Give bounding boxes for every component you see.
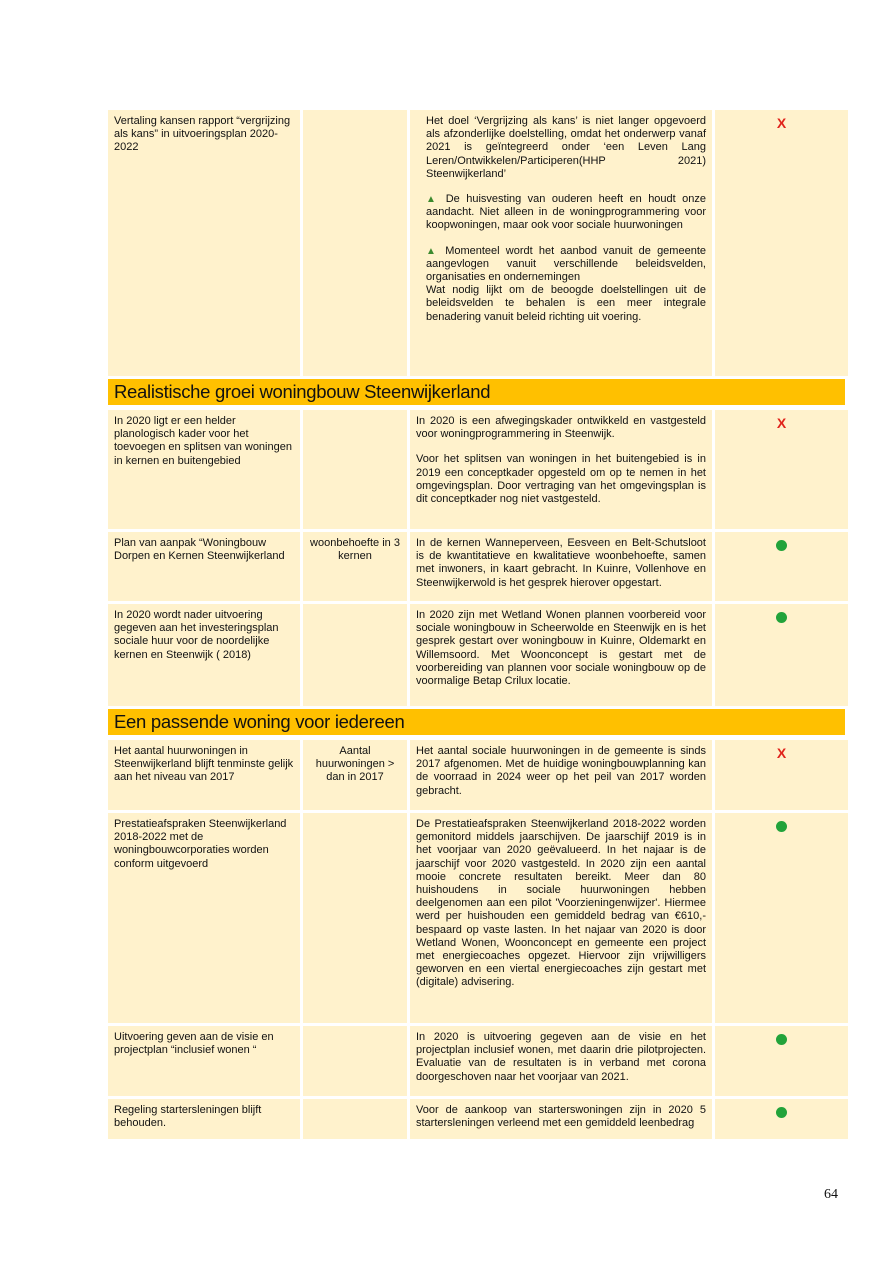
goal-cell: Het aantal huurwoningen in Steenwijkerland blijft tenminste gelijk aan het niveau van 2017	[108, 740, 300, 810]
table-row	[108, 532, 845, 601]
indicator-cell	[303, 604, 407, 706]
result-paragraph: Voor het splitsen van woningen in het buitengebied is in 2019 een conceptkader opgesteld om op te nemen in het omgevingsplan. Door vertraging van het omgevingsplan is dit conceptkader nog niet vastgesteld.	[416, 453, 706, 506]
goal-cell: Uitvoering geven aan de visie en projectplan “inclusief wonen “	[108, 1026, 300, 1096]
goal-cell: Plan van aanpak “Woningbouw Dorpen en Kernen Steenwijkerland	[108, 532, 300, 601]
green-dot-icon	[776, 1107, 787, 1118]
document-table	[108, 110, 845, 1142]
result-cell: Het aantal sociale huurwoningen in de gemeente is sinds 2017 afgenomen. Met de huidige woningbouwplanning kan de voorraad in 2024 weer op het peil van 2017 worden gebracht.	[410, 740, 712, 810]
goal-cell: In 2020 wordt nader uitvoering gegeven aan het investeringsplan sociale huur voor de noordelijke kernen en Steenwijk ( 2018)	[108, 604, 300, 706]
status-cell	[715, 813, 848, 1023]
result-paragraph: In 2020 is een afwegingskader ontwikkeld en vastgesteld voor woningprogrammering in Steenwijk.	[416, 415, 706, 441]
result-paragraph: ▲ De huisvesting van ouderen heeft en houdt onze aandacht. Niet alleen in de woningprogrammering voor koopwoningen, maar ook voor sociale huurwoningen	[426, 193, 707, 232]
status-cell	[715, 532, 848, 601]
result-paragraph: ▲ Momenteel wordt het aanbod vanuit de gemeente aangevlogen vanuit verschillende beleidsvelden, organisaties en ondernemingen	[426, 244, 706, 284]
table-row	[108, 604, 845, 706]
goal-cell: Regeling startersleningen blijft behouden.	[108, 1099, 300, 1139]
indicator-cell	[303, 1099, 407, 1139]
indicator-cell	[303, 110, 407, 376]
table-row	[108, 740, 845, 810]
status-cell	[715, 110, 848, 376]
indicator-cell: Aantal huurwoningen > dan in 2017	[303, 740, 407, 810]
section-header: Een passende woning voor iedereen	[108, 709, 845, 735]
green-dot-icon	[776, 612, 787, 623]
x-icon: X	[776, 745, 787, 761]
table-row	[108, 1026, 845, 1096]
goal-cell: Prestatieafspraken Steenwijkerland 2018-2022 met de woningbouwcorporaties worden conform uitgevoerd	[108, 813, 300, 1023]
result-cell: De Prestatieafspraken Steenwijkerland 2018-2022 worden gemonitord middels jaarschijven. De jaarschijf 2019 is in het voorjaar van 2020 geëvalueerd. In het najaar is de jaarschijf voor 2020 vastgesteld. In 2020 zijn een aantal mooie concrete resultaten bereikt. Meer dan 80 huishoudens in sociale huurwoningen hebben deelgenomen aan een pilot 'Voorzieningenwijzer'. Hiermee werd per huishouden een gemiddeld bedrag van €610,- bespaard op vaste lasten. In het najaar van 2020 is door Wetland Wonen, Woonconcept en gemeente een project met energiecoaches opgezet. Hiervoor zijn vrijwilligers geworven en een viertal energiecoaches zijn gestart met (digitale) advisering.	[410, 813, 712, 1023]
section-header: Realistische groei woningbouw Steenwijkerland	[108, 379, 845, 405]
result-cell: In 2020 is uitvoering gegeven aan de visie en het projectplan inclusief wonen, met daarin drie pilotprojecten. Evaluatie van de resultaten is in verband met corona doorgeschoven naar het voorjaar van 2021.	[410, 1026, 712, 1096]
result-cell	[410, 410, 712, 529]
result-paragraph: Wat nodig lijkt om de beoogde doelstellingen uit de beleidsvelden te behalen is een meer integrale benadering vanuit beleid richting uit voering.	[426, 284, 706, 323]
result-cell: In de kernen Wanneperveen, Eesveen en Belt-Schutsloot is de kwantitatieve en kwalitatieve woonbehoefte, samen met inwoners, in kaart gebracht. In Kuinre, Vollenhove en Steenwijkerwold is het gesprek hierover opgestart.	[410, 532, 712, 601]
indicator-cell	[303, 1026, 407, 1096]
table-row	[108, 813, 845, 1023]
table-row	[108, 110, 845, 376]
status-cell	[715, 1026, 848, 1096]
indicator-cell	[303, 410, 407, 529]
status-cell	[715, 1099, 848, 1139]
result-cell: Voor de aankoop van starterswoningen zijn in 2020 5 startersleningen verleend met een gemiddeld leenbedrag	[410, 1099, 712, 1139]
status-cell	[715, 410, 848, 529]
page-number: 64	[824, 1187, 838, 1202]
result-paragraph: Het doel ‘Vergrijzing als kans’ is niet langer opgevoerd als afzonderlijke doelstelling, omdat het onderwerp vanaf 2021 is geïntegreerd onder ‘een Leven Lang Leren/Ontwikkelen/Participeren(HHP 2021) Steenwijkerland’	[426, 115, 706, 180]
x-icon: X	[776, 415, 787, 431]
status-cell	[715, 740, 848, 810]
table-row	[108, 1099, 845, 1139]
green-dot-icon	[776, 1034, 787, 1045]
goal-cell: In 2020 ligt er een helder planologisch kader voor het toevoegen en splitsen van woningen in kernen en buitengebied	[108, 410, 300, 529]
green-dot-icon	[776, 821, 787, 832]
x-icon: X	[776, 115, 787, 131]
table-row	[108, 410, 845, 529]
indicator-cell: woonbehoefte in 3 kernen	[303, 532, 407, 601]
goal-cell: Vertaling kansen rapport “vergrijzing als kans” in uitvoeringsplan 2020-2022	[108, 110, 300, 376]
green-dot-icon	[776, 540, 787, 551]
triangle-icon: ▲	[426, 194, 440, 206]
triangle-icon: ▲	[426, 245, 440, 257]
indicator-cell	[303, 813, 407, 1023]
result-cell: In 2020 zijn met Wetland Wonen plannen voorbereid voor sociale woningbouw in Scheerwolde en Steenwijk en is het gesprek gestart over woningbouw in Kuinre, Oldemarkt en Willemsoord. Met Woonconcept is gestart met de voorbereiding van plannen voor sociale woningbouw op de voormalige Betap Crilux locatie.	[410, 604, 712, 706]
status-cell	[715, 604, 848, 706]
result-cell	[410, 110, 712, 376]
